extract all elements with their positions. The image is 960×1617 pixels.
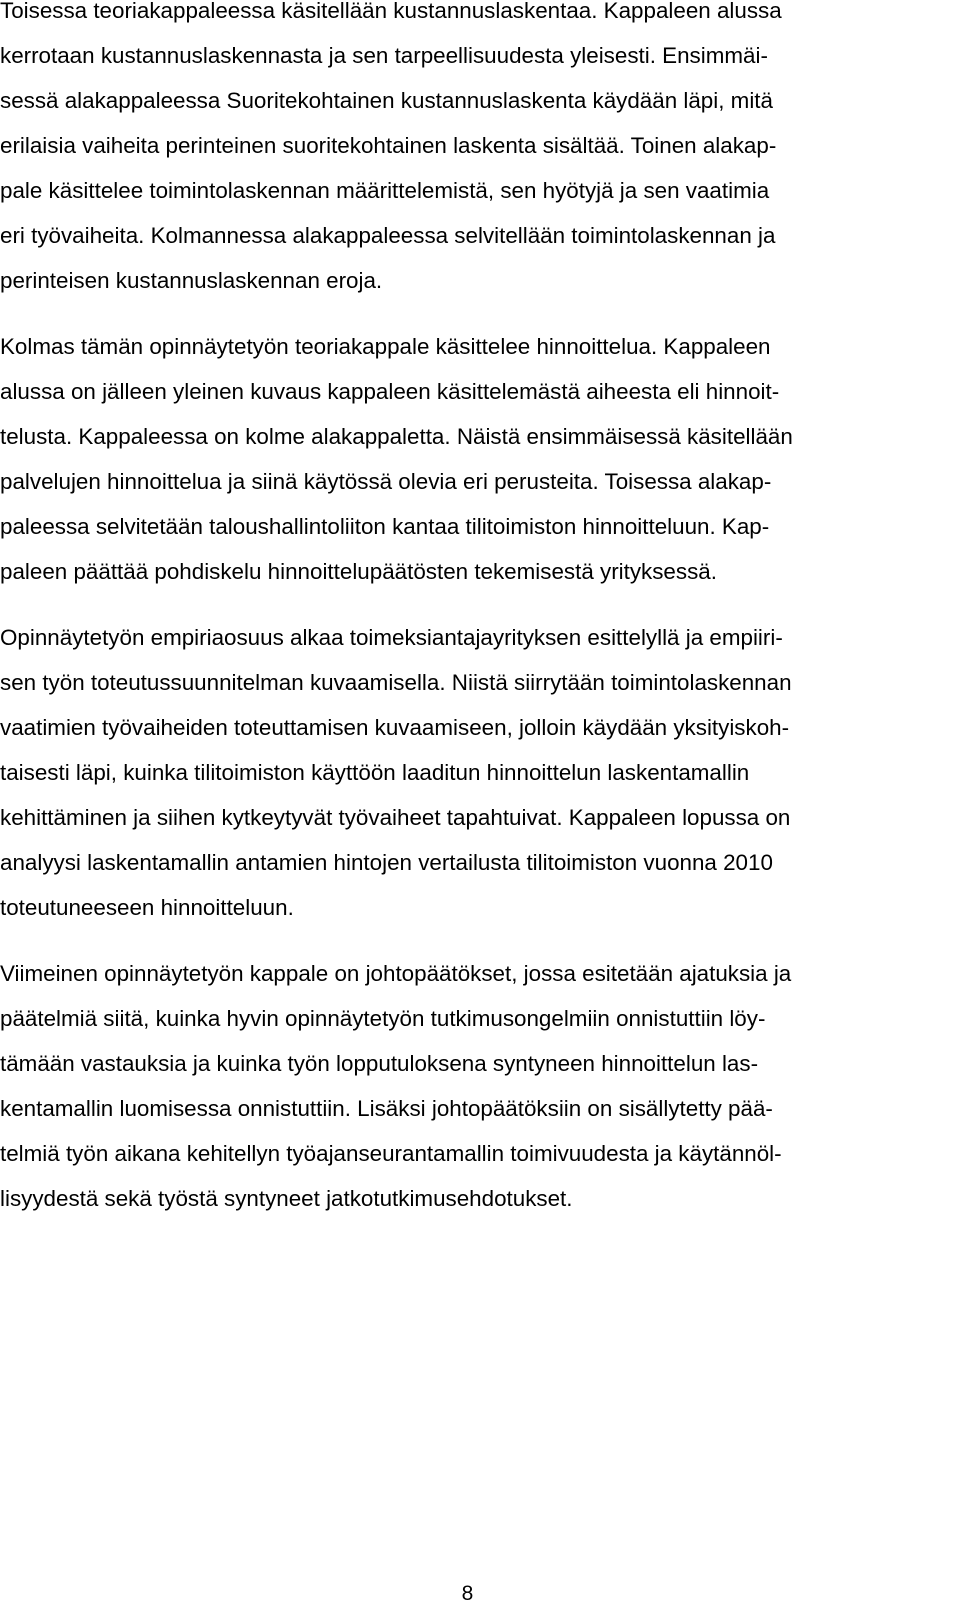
text-line: palvelujen hinnoittelua ja siinä käytössä olevia eri perusteita. Toisessa alakap-: [0, 469, 772, 494]
text-line: Opinnäytetyön empiriaosuus alkaa toimeksiantajayrityksen esittelyllä ja empiiri-: [0, 625, 783, 650]
text-line: paleen päättää pohdiskelu hinnoittelupäätösten tekemisestä yrityksessä.: [0, 559, 717, 584]
text-line: telmiä työn aikana kehitellyn työajanseurantamallin toimivuudesta ja käytännöl-: [0, 1141, 782, 1166]
text-line: taisesti läpi, kuinka tilitoimiston käyttöön laaditun hinnoittelun laskentamallin: [0, 760, 750, 785]
text-line: päätelmiä siitä, kuinka hyvin opinnäytetyön tutkimusongelmiin onnistuttiin löy-: [0, 1006, 766, 1031]
text-line: kerrotaan kustannuslaskennasta ja sen tarpeellisuudesta yleisesti. Ensimmäi-: [0, 43, 768, 68]
text-line: telusta. Kappaleessa on kolme alakappaletta. Näistä ensimmäisessä käsitellään: [0, 424, 793, 449]
text-line: eri työvaiheita. Kolmannessa alakappaleessa selvitellään toimintolaskennan ja: [0, 223, 776, 248]
text-line: toteutuneeseen hinnoitteluun.: [0, 895, 294, 920]
text-line: paleessa selvitetään taloushallintoliiton kantaa tilitoimiston hinnoitteluun. Kap-: [0, 514, 770, 539]
text-line: perinteisen kustannuslaskennan eroja.: [0, 268, 383, 293]
text-line: sessä alakappaleessa Suoritekohtainen kustannuslaskenta käydään läpi, mitä: [0, 88, 773, 113]
text-line: lisyydestä sekä työstä syntyneet jatkotutkimusehdotukset.: [0, 1186, 573, 1211]
text-line: erilaisia vaiheita perinteinen suoritekohtainen laskenta sisältää. Toinen alakap-: [0, 133, 777, 158]
text-line: Viimeinen opinnäytetyön kappale on johtopäätökset, jossa esitetään ajatuksia ja: [0, 961, 792, 986]
text-line: tämään vastauksia ja kuinka työn lopputuloksena syntyneen hinnoittelun las-: [0, 1051, 759, 1076]
text-line: analyysi laskentamallin antamien hintojen vertailusta tilitoimiston vuonna 2010: [0, 850, 773, 875]
text-line: alussa on jälleen yleinen kuvaus kappaleen käsittelemästä aiheesta eli hinnoit-: [0, 379, 780, 404]
text-line: kentamallin luomisessa onnistuttiin. Lisäksi johtopäätöksiin on sisällytetty pää-: [0, 1096, 773, 1121]
text-line: pale käsittelee toimintolaskennan määrittelemistä, sen hyötyjä ja sen vaatimia: [0, 178, 770, 203]
text-line: Kolmas tämän opinnäytetyön teoriakappale käsittelee hinnoittelua. Kappaleen: [0, 334, 771, 359]
text-line: vaatimien työvaiheiden toteuttamisen kuvaamiseen, jolloin käydään yksityiskoh-: [0, 715, 790, 740]
text-line: Toisessa teoriakappaleessa käsitellään kustannuslaskentaa. Kappaleen alussa: [0, 0, 782, 23]
text-line: kehittäminen ja siihen kytkeytyvät työvaiheet tapahtuivat. Kappaleen lopussa on: [0, 805, 791, 830]
text-line: sen työn toteutussuunnitelman kuvaamisella. Niistä siirrytään toimintolaskennan: [0, 670, 792, 695]
page-number: 8: [461, 1582, 474, 1605]
